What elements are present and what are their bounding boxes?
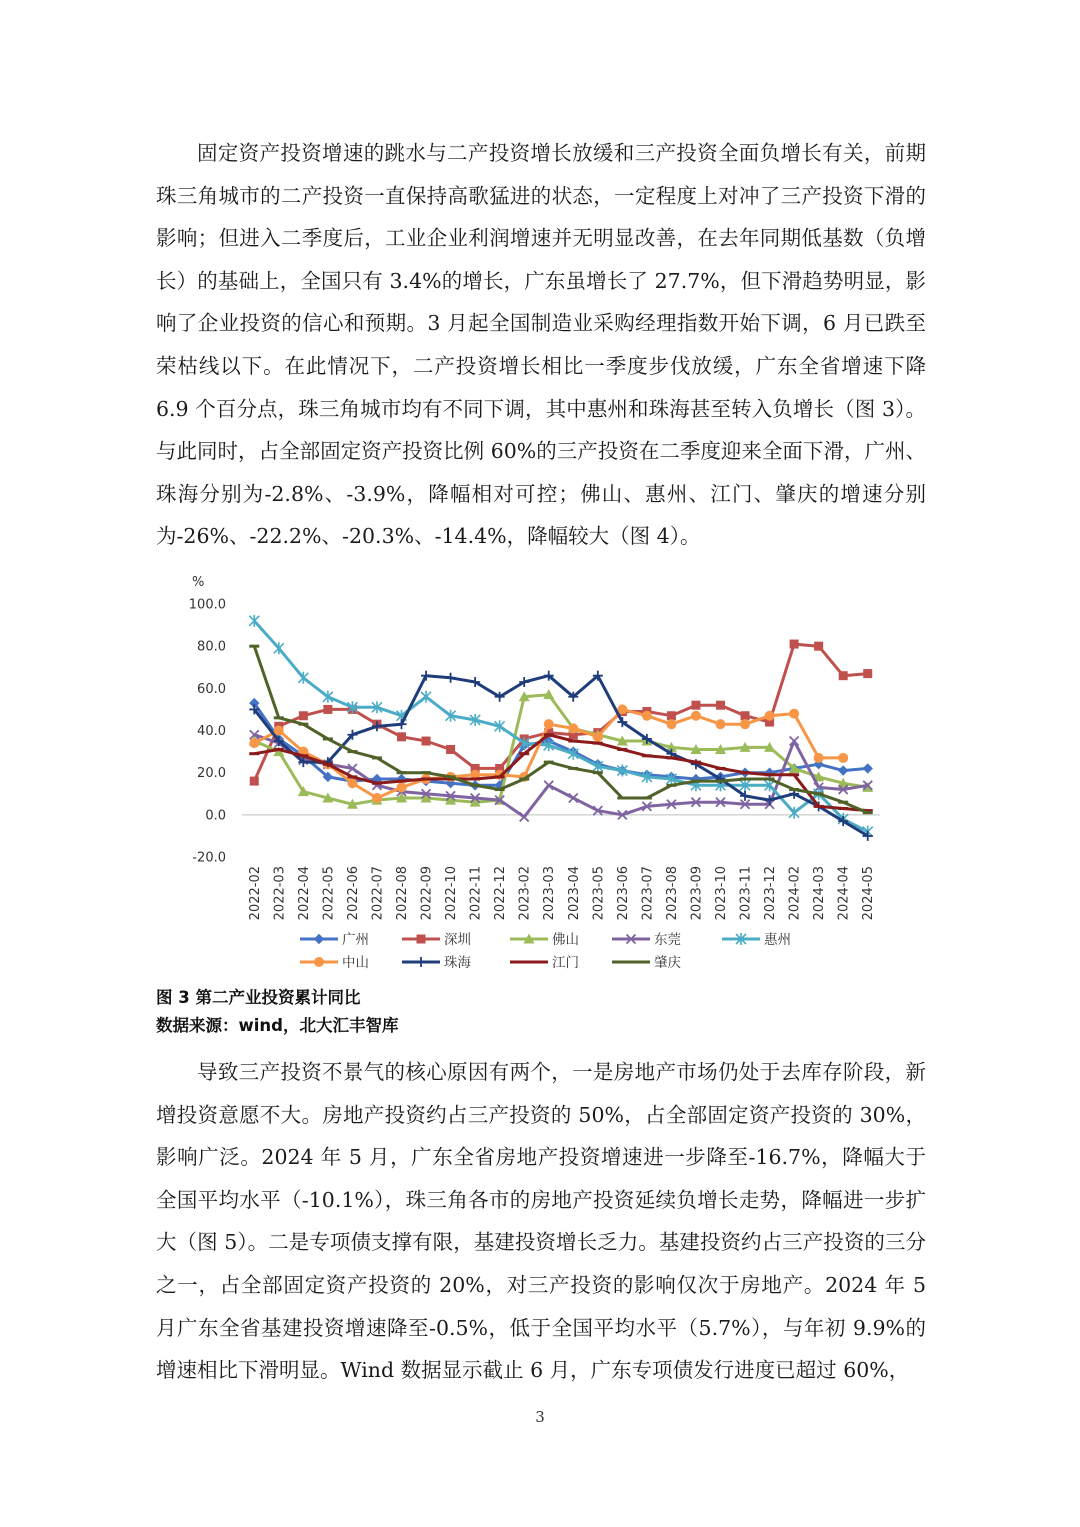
data-point — [446, 775, 456, 778]
y-tick-label: 20.0 — [197, 766, 226, 782]
data-point — [642, 754, 652, 757]
y-tick-label: 100.0 — [188, 597, 226, 613]
data-point — [814, 792, 824, 795]
data-point — [814, 753, 824, 763]
data-point — [421, 777, 431, 780]
data-point — [666, 719, 676, 729]
data-point — [593, 732, 603, 742]
y-tick-label: 0.0 — [205, 808, 226, 824]
x-tick-label: 2024-03 — [812, 866, 828, 921]
data-point — [314, 934, 324, 944]
legend-label: 东莞 — [654, 932, 681, 948]
data-point — [421, 671, 431, 681]
data-point — [716, 701, 725, 710]
data-point — [838, 753, 848, 763]
data-point — [568, 740, 578, 743]
data-point — [740, 777, 750, 780]
data-point — [838, 765, 848, 775]
data-point — [323, 763, 333, 766]
data-point — [249, 645, 259, 648]
y-tick-label: 80.0 — [197, 639, 226, 655]
data-point — [250, 777, 259, 786]
data-point — [397, 719, 407, 729]
data-point — [323, 705, 332, 714]
y-tick-label: -20.0 — [192, 850, 226, 866]
data-point — [741, 711, 750, 720]
x-tick-label: 2022-06 — [345, 866, 361, 921]
data-point — [790, 640, 799, 649]
data-point — [470, 777, 480, 780]
data-point — [397, 782, 407, 792]
data-point — [642, 711, 652, 721]
data-point — [249, 615, 259, 627]
legend-label: 江门 — [552, 955, 579, 971]
data-point — [839, 671, 848, 680]
data-point — [347, 778, 357, 788]
figure-source: 数据来源：wind，北大汇丰智库 — [156, 1016, 399, 1035]
legend-item — [402, 954, 471, 971]
data-point — [568, 767, 578, 770]
data-point — [299, 711, 308, 720]
data-point — [495, 788, 505, 791]
x-tick-label: 2023-11 — [738, 866, 754, 921]
x-tick-label: 2022-10 — [444, 866, 460, 921]
legend-label: 佛山 — [552, 932, 579, 948]
legend-label: 中山 — [342, 955, 369, 971]
data-point — [298, 723, 308, 726]
series-中山 — [249, 704, 848, 803]
data-point — [446, 745, 455, 754]
data-point — [249, 752, 259, 755]
legend-item — [402, 932, 471, 948]
data-point — [298, 672, 308, 684]
x-tick-label: 2023-02 — [517, 866, 533, 921]
body-paragraph-1: 固定资产投资增速的跳水与二产投资增长放缓和三产投资全面负增长有关，前期珠三角城市的二产投资一直保持高歌猛进的状态，一定程度上对冲了三产投资下滑的影响；但进入二季度后，工业企业利润增速并无明显改善，在去年同期低基数（负增长）的基础上，全国只有 3.4%的增长，广东虽增长了 27.7%，但下滑趋势明显，影响了企业投资的信心和预期。3 月起全国制造业采购经理指数开始下调，6 月已跌至荣枯线以下。在此情况下，二产投资增长相比一季度步伐放缓，广东全省增速下降 6.9 个百分点，珠三角城市均有不同下调，其中惠州和珠海甚至转入负增长（图 3）。与此同时，占全部固定资产投资比例 60%的三产投资在二季度迎来全面下滑，广州、珠海分别为-2.8%、-3.9%，降幅相对可控；佛山、惠州、江门、肇庆的增速分别为-26%、-22.2%、-20.3%、-14.4%，降幅较大（图 4）。 — [156, 141, 926, 549]
data-point — [617, 748, 627, 751]
legend-label: 肇庆 — [654, 955, 681, 971]
data-point — [417, 935, 426, 944]
data-point — [298, 754, 308, 757]
y-tick-label: 40.0 — [197, 724, 226, 739]
x-tick-label: 2023-03 — [542, 866, 558, 921]
body-paragraph-2: 导致三产投资不景气的核心原因有两个，一是房地产市场仍处于去库存阶段，新增投资意愿不大。房地产投资约占三产投资的 50%，占全部固定资产投资的 30%，影响广泛。2024 年 5 月，广东全省房地产投资增速进一步降至-16.7%，降幅大于全国平均水平（-10.1%），珠三角各市的房地产投资延续负增长走势，降幅进一步扩大（图 5）。二是专项债支撑有限，基建投资增长乏力。基建投资约占三产投资的三分之一，占全部固定资产投资的 20%，对三产投资的影响仅次于房地产。2024 年 5 月广东全省基建投资增速降至-0.5%，低于全国平均水平（5.7%），与年初 9.9%的增速相比下滑明显。Wind 数据显示截止 6 月，广东专项债发行进度已超过 60%， — [156, 1060, 926, 1383]
data-point — [838, 807, 848, 810]
data-point — [863, 811, 873, 814]
page-number: 3 — [535, 1408, 545, 1426]
x-tick-label: 2023-10 — [714, 866, 729, 921]
data-point — [421, 771, 431, 774]
data-point — [372, 793, 382, 803]
x-tick-label: 2022-02 — [247, 866, 263, 921]
data-point — [740, 771, 750, 774]
data-point — [691, 701, 700, 710]
data-point — [347, 775, 357, 778]
data-point — [716, 767, 726, 770]
data-point — [446, 673, 456, 683]
data-point — [789, 788, 799, 791]
data-point — [372, 756, 382, 759]
data-point — [814, 805, 824, 808]
legend-item — [722, 931, 791, 948]
data-point — [740, 719, 750, 729]
x-tick-label: 2024-02 — [787, 866, 803, 921]
data-point — [765, 777, 775, 780]
data-point — [617, 796, 627, 799]
data-point — [274, 748, 284, 751]
data-point — [524, 961, 534, 964]
data-point — [495, 775, 505, 778]
data-point — [323, 737, 333, 740]
data-point — [667, 711, 676, 720]
series-肇庆 — [249, 645, 872, 815]
data-point — [642, 796, 652, 799]
x-tick-label: 2022-05 — [321, 866, 337, 921]
data-point — [397, 732, 406, 741]
legend-item — [510, 955, 579, 971]
data-point — [421, 691, 431, 703]
x-tick-label: 2023-04 — [566, 866, 582, 921]
y-axis-unit: % — [192, 575, 205, 590]
legend-label: 深圳 — [444, 932, 471, 948]
y-tick-label: 60.0 — [197, 681, 226, 697]
data-point — [416, 957, 426, 967]
data-point — [716, 780, 726, 783]
data-point — [863, 763, 873, 773]
data-point — [314, 957, 324, 967]
data-point — [626, 961, 636, 964]
data-point — [397, 780, 407, 783]
data-point — [520, 812, 529, 821]
x-tick-label: 2024-05 — [861, 866, 877, 921]
data-point — [764, 767, 774, 777]
x-tick-label: 2022-12 — [493, 866, 509, 921]
legend-label: 珠海 — [444, 955, 471, 971]
data-point — [347, 750, 357, 753]
data-point — [274, 726, 284, 736]
data-point — [814, 642, 823, 651]
x-tick-label: 2022-03 — [272, 866, 288, 921]
data-point — [765, 773, 775, 776]
legend-item — [300, 932, 369, 948]
line-chart — [150, 560, 930, 980]
data-point — [519, 777, 529, 780]
figure-caption: 图 3 第二产业投资累计同比 — [156, 988, 361, 1007]
legend-item — [510, 932, 579, 948]
data-point — [422, 737, 431, 746]
data-point — [716, 719, 726, 729]
data-point — [544, 719, 554, 729]
data-point — [544, 733, 554, 736]
data-point — [372, 782, 382, 785]
x-tick-label: 2023-09 — [689, 866, 705, 921]
x-tick-label: 2023-05 — [591, 866, 607, 921]
data-point — [666, 784, 676, 787]
data-point — [544, 761, 554, 764]
data-point — [274, 642, 284, 654]
x-tick-label: 2022-04 — [296, 866, 312, 921]
data-point — [863, 669, 872, 678]
data-point — [593, 742, 603, 745]
data-point — [519, 752, 529, 755]
data-point — [691, 711, 701, 721]
x-tick-label: 2023-08 — [664, 866, 680, 921]
data-point — [789, 773, 799, 776]
legend-label: 广州 — [342, 932, 369, 948]
data-point — [691, 761, 701, 764]
data-point — [838, 801, 848, 804]
x-tick-label: 2022-09 — [419, 866, 435, 921]
x-tick-label: 2022-07 — [370, 866, 386, 921]
x-tick-label: 2022-08 — [395, 866, 410, 921]
data-point — [397, 771, 407, 774]
data-point — [274, 716, 284, 719]
data-point — [470, 784, 480, 787]
legend-item — [300, 954, 369, 971]
data-point — [568, 723, 578, 733]
data-point — [789, 807, 799, 819]
data-point — [593, 771, 603, 774]
x-tick-label: 2023-06 — [615, 866, 631, 921]
data-point — [249, 738, 259, 748]
x-tick-label: 2023-07 — [640, 866, 656, 921]
legend-label: 惠州 — [764, 932, 791, 948]
x-tick-label: 2023-12 — [763, 866, 779, 921]
legend-item — [612, 954, 682, 971]
data-point — [666, 756, 676, 759]
x-tick-label: 2024-04 — [836, 866, 852, 921]
data-point — [691, 780, 701, 783]
data-point — [765, 711, 775, 721]
legend-item — [612, 932, 681, 948]
x-tick-label: 2022-11 — [468, 866, 484, 921]
data-point — [789, 709, 799, 719]
